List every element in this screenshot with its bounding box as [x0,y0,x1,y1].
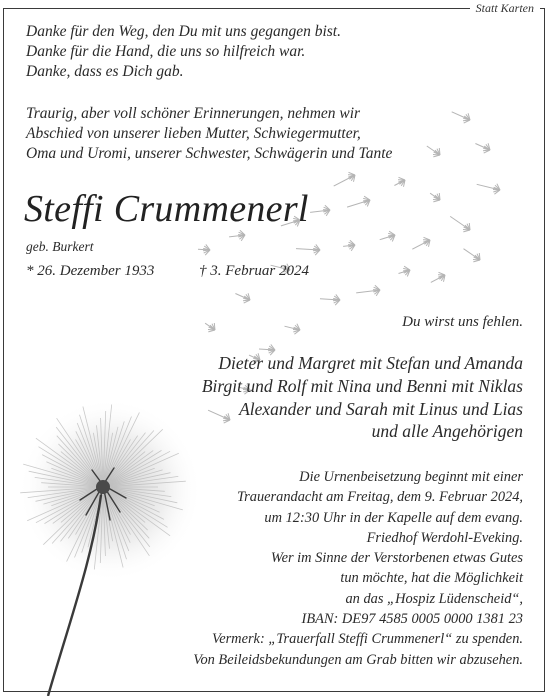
info-line: um 12:30 Uhr in der Kapelle auf dem evang. [264,509,523,526]
family-line: Dieter und Margret mit Stefan und Amanda [218,353,523,373]
info-line: Friedhof Werdohl-Eveking. [366,529,523,546]
info-line: IBAN: DE97 4585 0005 0000 1381 23 [301,611,523,628]
info-line: Vermerk: „Trauerfall Steffi Crummenerl“ zu spenden. [212,631,523,648]
info-line: an das „Hospiz Lüdenscheid“, [345,590,523,607]
poem-line: Danke für den Weg, den Du mit uns gegangen bist. [26,23,341,40]
info-line: tun möchte, hat die Möglichkeit [340,570,523,587]
poem-line: Danke, dass es Dich gab. [26,63,184,80]
intro-line: Abschied von unserer lieben Mutter, Schwiegermutter, [26,125,361,142]
intro-line: Traurig, aber voll schöner Erinnerungen, nehmen wir [26,105,361,122]
intro-line: Oma und Uromi, unserer Schwester, Schwägerin und Tante [26,145,393,162]
info-line: Die Urnenbeisetzung beginnt mit einer [299,469,523,485]
maiden-name: geb. Burkert [26,239,94,254]
family-line: Alexander und Sarah mit Linus und Lias [239,398,523,419]
info-line: Von Beileidsbekundungen am Grab bitten wir abzusehen. [193,651,523,668]
funeral-info [193,467,523,670]
intro-text [26,104,392,164]
deceased-name: Steffi Crummenerl [24,188,309,230]
death-date: † 3. Februar 2024 [199,263,309,279]
header-tag: Statt Karten [470,0,540,16]
info-line: Trauerandacht am Freitag, dem 9. Februar 2024, [236,489,523,506]
info-line: Wer im Sinne der Verstorbenen etwas Gutes [270,550,523,567]
poem [26,22,341,82]
family-list [202,352,523,443]
family-line: und alle Angehörigen [371,421,523,442]
poem-line: Danke für die Hand, die uns so hilfreich war. [26,43,306,60]
farewell-line: Du wirst uns fehlen. [402,314,523,330]
family-line: Birgit und Rolf mit Nina und Benni mit Niklas [201,375,523,396]
birth-date: * 26. Dezember 1933 [26,263,155,279]
